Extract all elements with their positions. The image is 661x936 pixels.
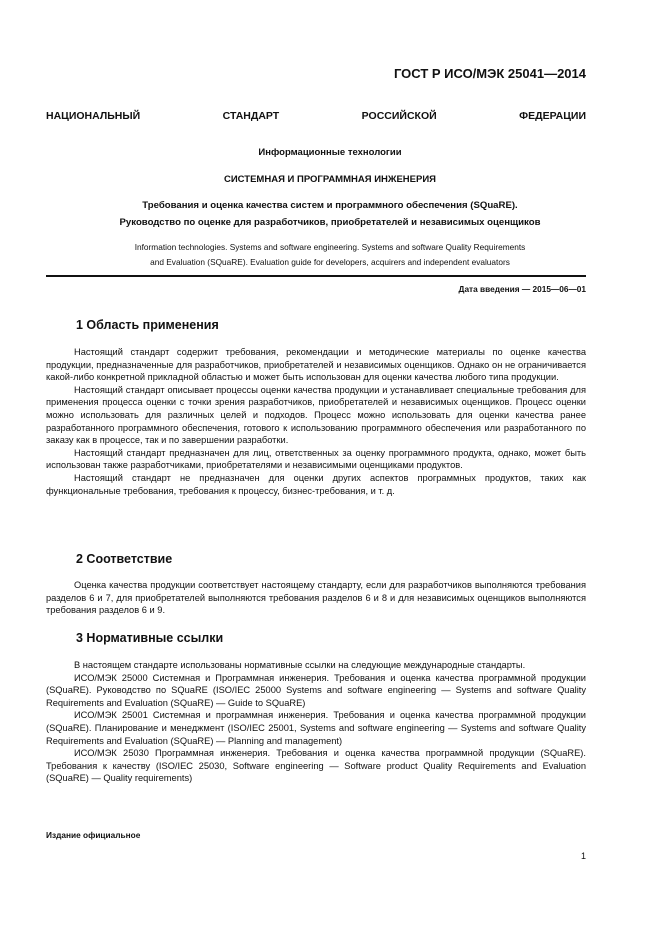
section-1-body <box>46 346 586 497</box>
section-1-paragraph: Настоящий стандарт предназначен для лиц, ответственных за оценку программного продукта, однако, может быть использован также разработчиками, приобретателями и независимыми оценщиками продуктов. <box>46 447 586 471</box>
normative-reference: ИСО/МЭК 25000 Системная и Программная инженерия. Требования и оценка качества программной продукции (SQuaRE). Руководство по SQuaRE (ISO/IEC 25000 Systems and software engineering — Systems and software Quality Requirements and Evaluation (SQuaRE) — Guide to SQuaRE) <box>46 672 586 708</box>
subfield-title: СИСТЕМНАЯ И ПРОГРАММНАЯ ИНЖЕНЕРИЯ <box>223 174 436 185</box>
english-title <box>40 240 620 270</box>
main-title-line-2: Руководство по оценке для разработчиков, приобретателей и независимых оценщиков <box>119 217 541 228</box>
section-1-heading: 1 Область применения <box>76 318 219 332</box>
normative-reference: ИСО/МЭК 25030 Программная инженерия. Требования и оценка качества программной продукции (SQuaRE). Требования к качеству (ISO/IEC 25030, Software engineering — Software product Quality Requirements and Evaluation (SQuaRE) — Quality requirements) <box>46 748 586 784</box>
section-3-heading: 3 Нормативные ссылки <box>76 631 224 645</box>
section-1-paragraph: Настоящий стандарт не предназначен для оценки других аспектов программных продуктов, таких как функциональные требования, требования к процессу, бизнес-требования, и т. д. <box>46 472 586 496</box>
english-title-line-2: and Evaluation (SQuaRE). Evaluation guide for developers, acquirers and independent evaluators <box>150 257 510 267</box>
section-2-heading: 2 Соответствие <box>76 552 173 566</box>
english-title-line-1: Information technologies. Systems and software engineering. Systems and software Quality Requirements <box>134 242 526 252</box>
section-2-paragraph: Оценка качества продукции соответствует настоящему стандарту, если для разработчиков выполняются требования разделов 6 и 7, для приобретателей выполняются требования разделов 6 и 8 и для независимых оценщиков выполняются требования разделов 6 и 9. <box>46 580 586 616</box>
main-title-line-1: Требования и оценка качества систем и программного обеспечения (SQuaRE). <box>142 200 518 211</box>
section-2-body <box>46 579 586 617</box>
main-title <box>40 197 620 231</box>
section-3-body <box>46 659 586 785</box>
official-edition: Издание официальное <box>46 830 141 840</box>
introduction-date: Дата введения — 2015—06—01 <box>458 284 586 294</box>
field-title: Информационные технологии <box>258 147 402 158</box>
page-number: 1 <box>580 851 586 861</box>
divider <box>46 275 586 277</box>
section-3-intro: В настоящем стандарте использованы нормативные ссылки на следующие международные стандарты. <box>74 660 526 670</box>
normative-reference: ИСО/МЭК 25001 Системная и программная инженерия. Требования и оценка качества программной продукции (SQuaRE). Планирование и менеджмент (ISO/IEC 25001, Systems and software engineering — Systems and software Quality Requirements and Evaluation (SQuaRE) — Planning and management) <box>46 710 586 746</box>
standard-code: ГОСТ Р ИСО/МЭК 25041—2014 <box>393 66 586 81</box>
section-1-paragraph: Настоящий стандарт описывает процессы оценки качества продукции и устанавливает специальные требования для применения процесса оценки с точки зрения разработчиков, приобретателей и независимых оценщиков. Процесс оценки можно использовать для различных целей и подходов. Процесс можно использовать для оценки качества ранее разработанного программного обеспечения, готового к использованию программного обеспечения или разработанного по заказу как в процессе, так и по завершении разработки. <box>46 384 586 446</box>
section-1-paragraph: Настоящий стандарт содержит требования, рекомендации и методические материалы по оценке качества продукции, предназначенные для разработчиков, приобретателей и независимых оценщиков. Однако он не ограничивается какой-либо конкретной прикладной областью и может быть использован для оценки качества любого типа продукции. <box>46 347 586 383</box>
national-standard-banner: НАЦИОНАЛЬНЫЙ СТАНДАРТ РОССИЙСКОЙ ФЕДЕРАЦИИ <box>46 110 586 122</box>
